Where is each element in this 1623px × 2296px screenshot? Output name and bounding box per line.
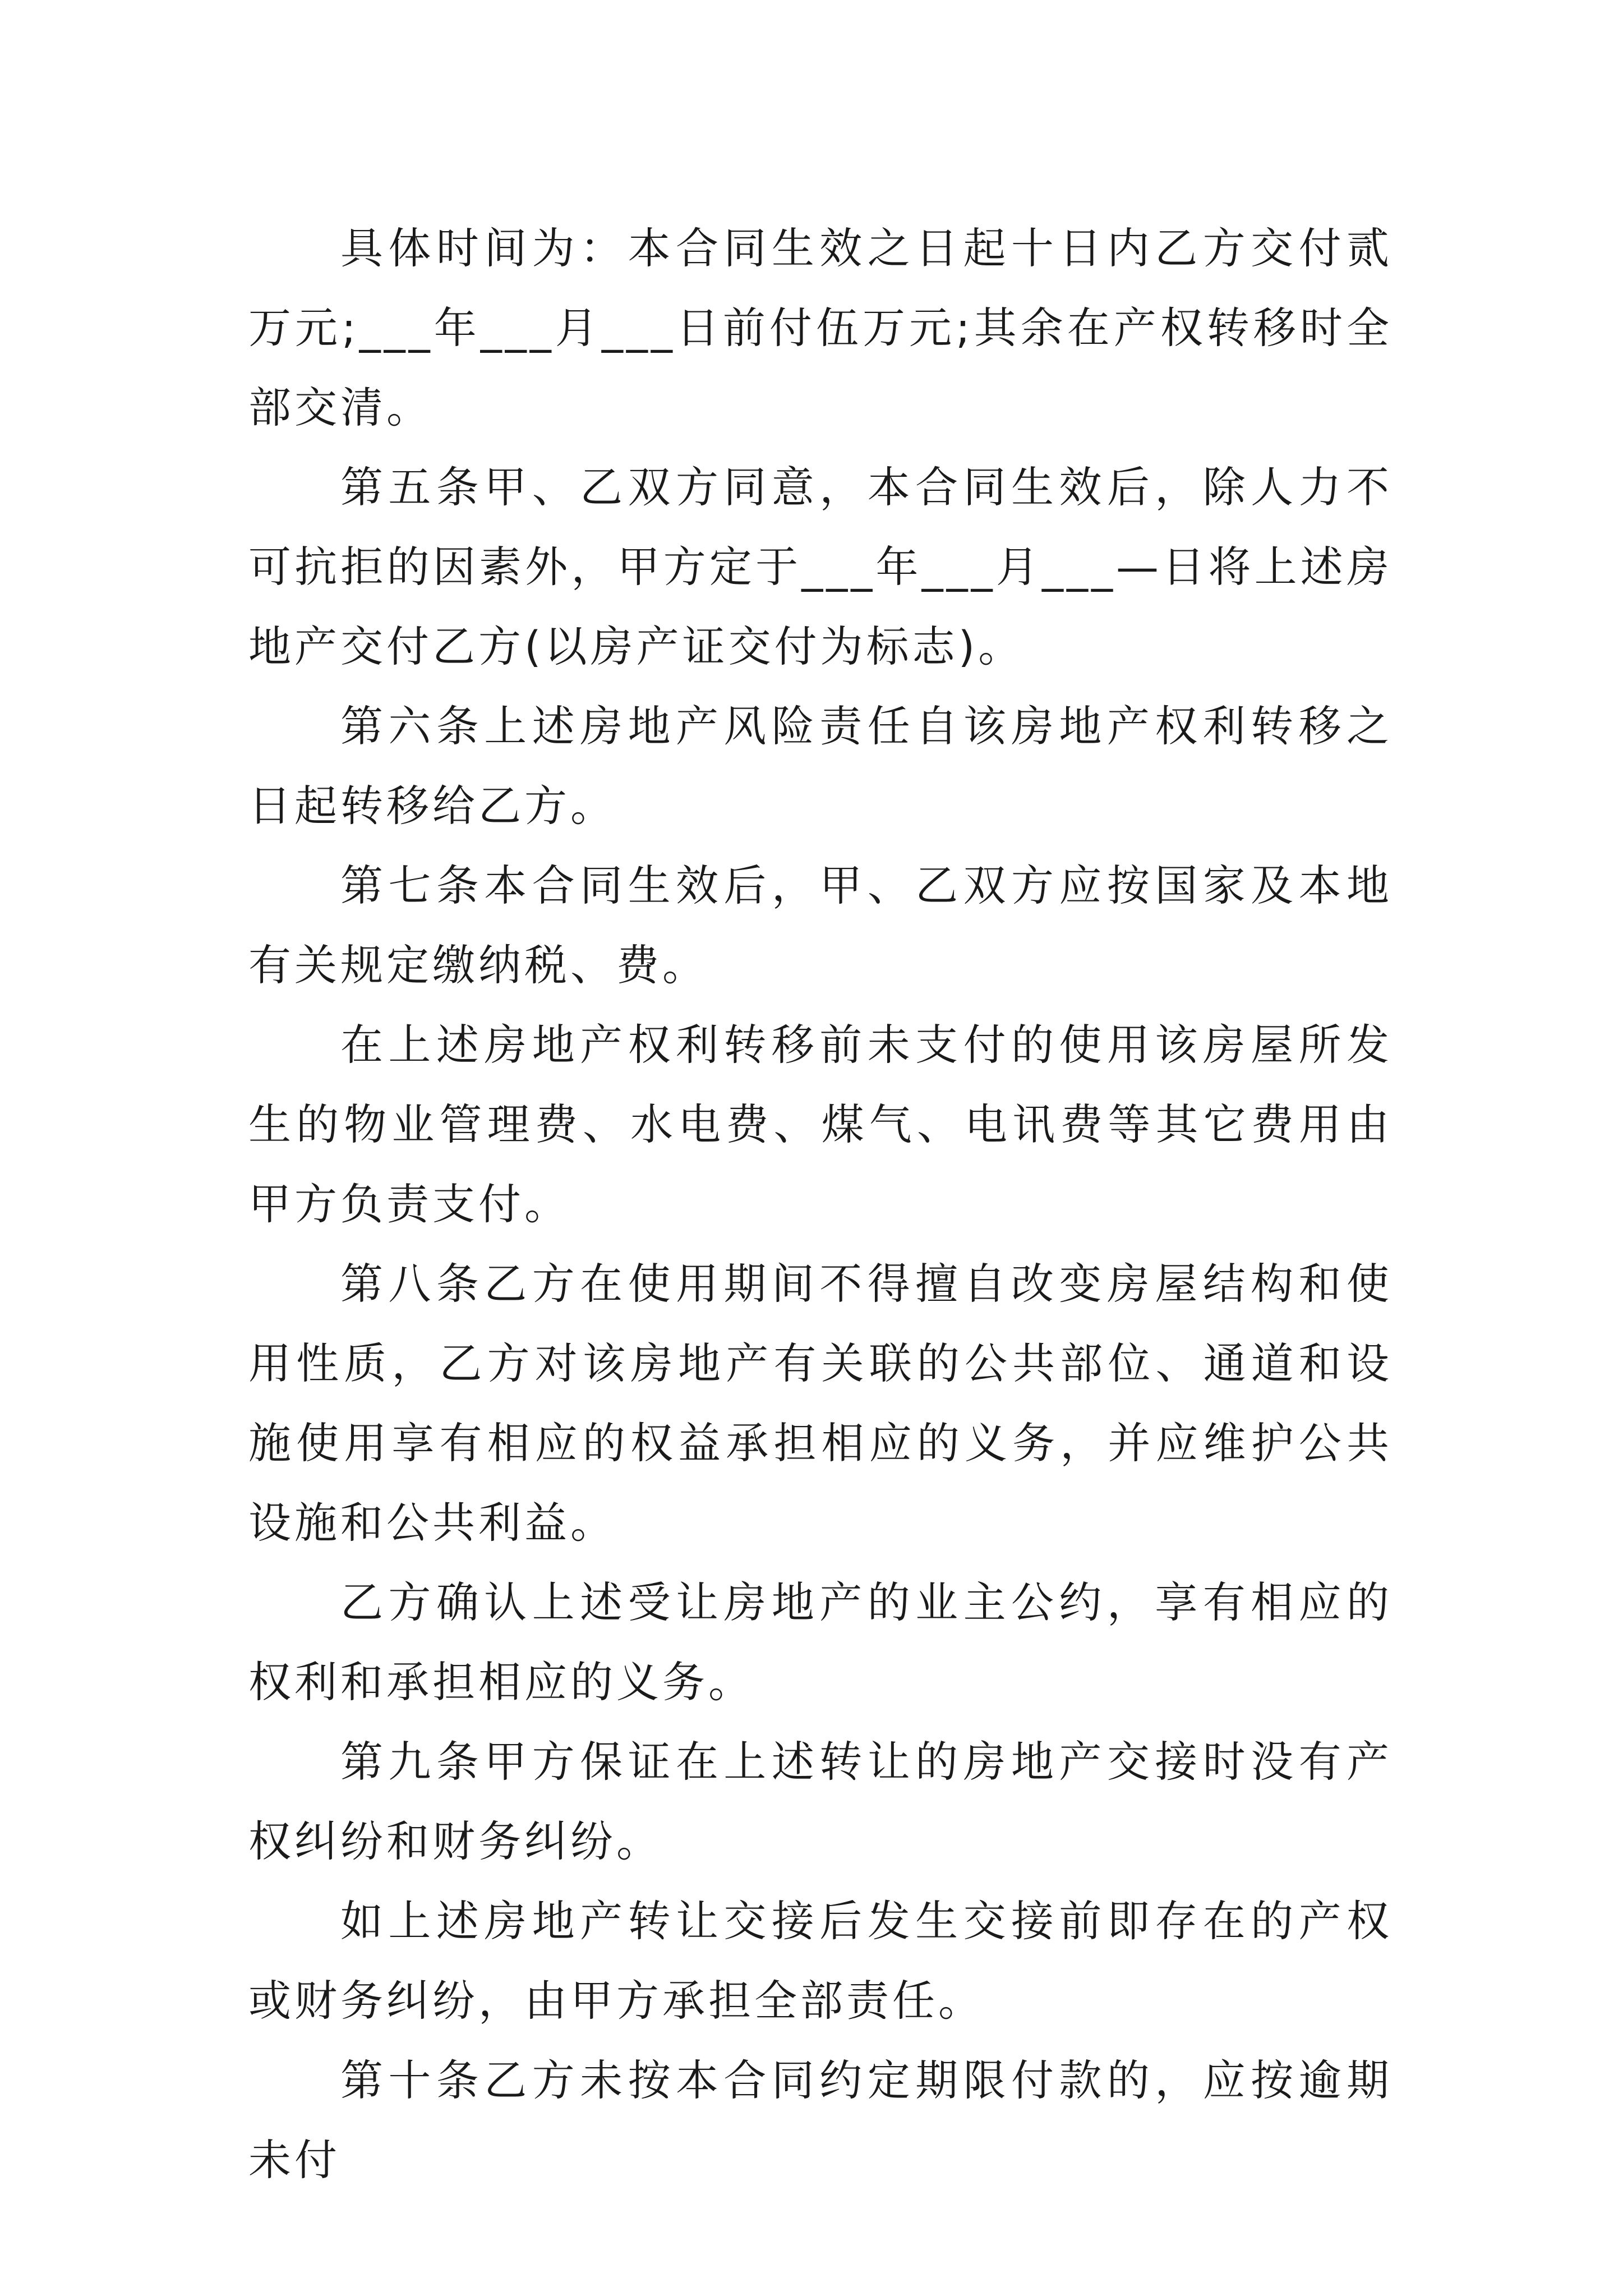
paragraph-article-9: 第九条甲方保证在上述转让的房地产交接时没有产权纠纷和财务纠纷。 (248, 1737, 1393, 1866)
paragraph-fees-before-transfer: 在上述房地产权利转移前未支付的使用该房屋所发生的物业管理费、水电费、煤气、电讯费等其它费用由甲方负责支付。 (248, 1020, 1393, 1229)
paragraph-article-8: 第八条乙方在使用期间不得擅自改变房屋结构和使用性质，乙方对该房地产有关联的公共部位、通道和设施使用享有相应的权益承担相应的义务，并应维护公共设施和公共利益。 (248, 1259, 1393, 1548)
paragraph-article-6: 第六条上述房地产风险责任自该房地产权利转移之日起转移给乙方。 (248, 701, 1393, 831)
paragraph-payment-schedule: 具体时间为：本合同生效之日起十日内乙方交付贰万元;___年___月___日前付伍万元;其余在产权转移时全部交清。 (248, 223, 1393, 432)
paragraph-article-10: 第十条乙方未按本合同约定期限付款的，应按逾期未付 (248, 2055, 1393, 2185)
paragraph-article-5: 第五条甲、乙双方同意，本合同生效后，除人力不可抗拒的因素外，甲方定于___年___月___—日将上述房地产交付乙方(以房产证交付为标志)。 (248, 462, 1393, 671)
paragraph-owner-covenant: 乙方确认上述受让房地产的业主公约，享有相应的权利和承担相应的义务。 (248, 1577, 1393, 1707)
contract-body (248, 209, 1393, 2200)
paragraph-article-7: 第七条本合同生效后，甲、乙双方应按国家及本地有关规定缴纳税、费。 (248, 861, 1393, 990)
paragraph-dispute-liability: 如上述房地产转让交接后发生交接前即存在的产权或财务纠纷，由甲方承担全部责任。 (248, 1896, 1393, 2026)
